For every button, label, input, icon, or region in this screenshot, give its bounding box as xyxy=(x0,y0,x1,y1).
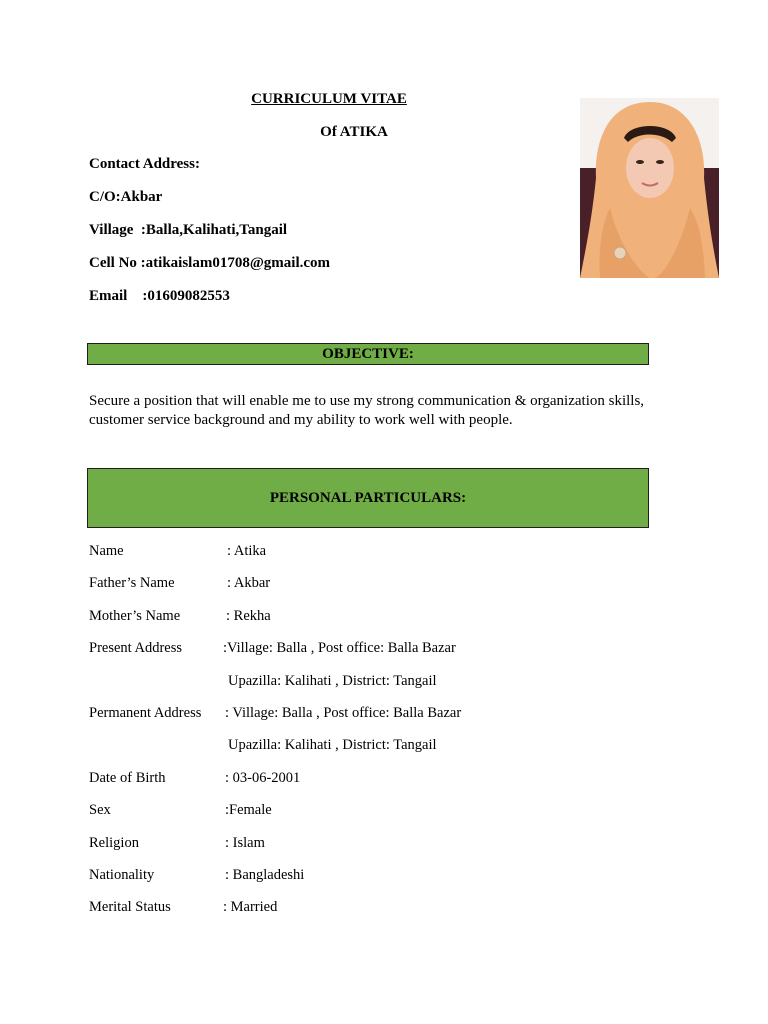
personal-particulars-list xyxy=(89,543,462,932)
particular-row xyxy=(89,866,305,899)
particular-label: Mother’s Name xyxy=(89,607,181,624)
particular-value: : Village: Balla , Post office: Balla Bazar xyxy=(225,704,462,721)
personal-particulars-heading: PERSONAL PARTICULARS: xyxy=(87,468,649,528)
objective-line-2: customer service background and my ability to work well with people. xyxy=(89,412,513,428)
particular-row xyxy=(89,769,301,802)
particular-label: Sex xyxy=(89,802,111,819)
objective-text xyxy=(89,392,669,430)
particular-value: : Rekha xyxy=(226,607,271,624)
particular-label: Present Address xyxy=(89,640,183,657)
particular-value: : Bangladeshi xyxy=(225,866,305,883)
particular-value: : Married xyxy=(223,899,278,916)
particular-label: Merital Status xyxy=(89,899,171,916)
particular-label: Name xyxy=(89,543,124,559)
particular-row xyxy=(89,607,271,640)
particular-row xyxy=(89,737,437,769)
contact-heading: Contact Address: xyxy=(89,156,200,172)
particular-row xyxy=(89,575,271,607)
contact-care-of: C/O:Akbar xyxy=(89,189,163,205)
particular-row xyxy=(89,704,462,737)
particular-value: :Village: Balla , Post office: Balla Bazar xyxy=(223,640,456,657)
contact-address-block xyxy=(89,156,330,321)
particular-label: Date of Birth xyxy=(89,769,166,786)
particular-row xyxy=(89,899,278,931)
objective-line-1: Secure a position that will enable me to use my strong communication & organization skills, xyxy=(89,393,645,409)
cv-subtitle: Of ATIKA xyxy=(320,124,388,140)
particular-label: Nationality xyxy=(89,866,155,883)
particular-row xyxy=(89,802,272,834)
objective-heading: OBJECTIVE: xyxy=(87,343,649,365)
particular-row xyxy=(89,640,456,672)
particular-value: Upazilla: Kalihati , District: Tangail xyxy=(228,737,437,754)
particular-row xyxy=(89,543,267,575)
particular-value: : Islam xyxy=(225,834,265,851)
particular-value: : Akbar xyxy=(227,575,271,592)
particular-value: : 03-06-2001 xyxy=(225,769,301,786)
contact-cell: Cell No :atikaislam01708@gmail.com xyxy=(89,255,331,271)
profile-photo xyxy=(580,98,719,278)
particular-row xyxy=(89,672,437,705)
particular-label: Father’s Name xyxy=(89,575,175,592)
cv-title: CURRICULUM VITAE xyxy=(251,91,407,107)
contact-email: Email :01609082553 xyxy=(89,288,230,304)
particular-value: Upazilla: Kalihati , District: Tangail xyxy=(228,672,437,689)
particular-value: : Atika xyxy=(227,543,267,559)
contact-village: Village :Balla,Kalihati,Tangail xyxy=(89,222,288,238)
particular-row xyxy=(89,834,265,867)
particular-label: Religion xyxy=(89,834,139,851)
particular-label: Permanent Address xyxy=(89,704,202,721)
particular-value: :Female xyxy=(225,802,272,819)
